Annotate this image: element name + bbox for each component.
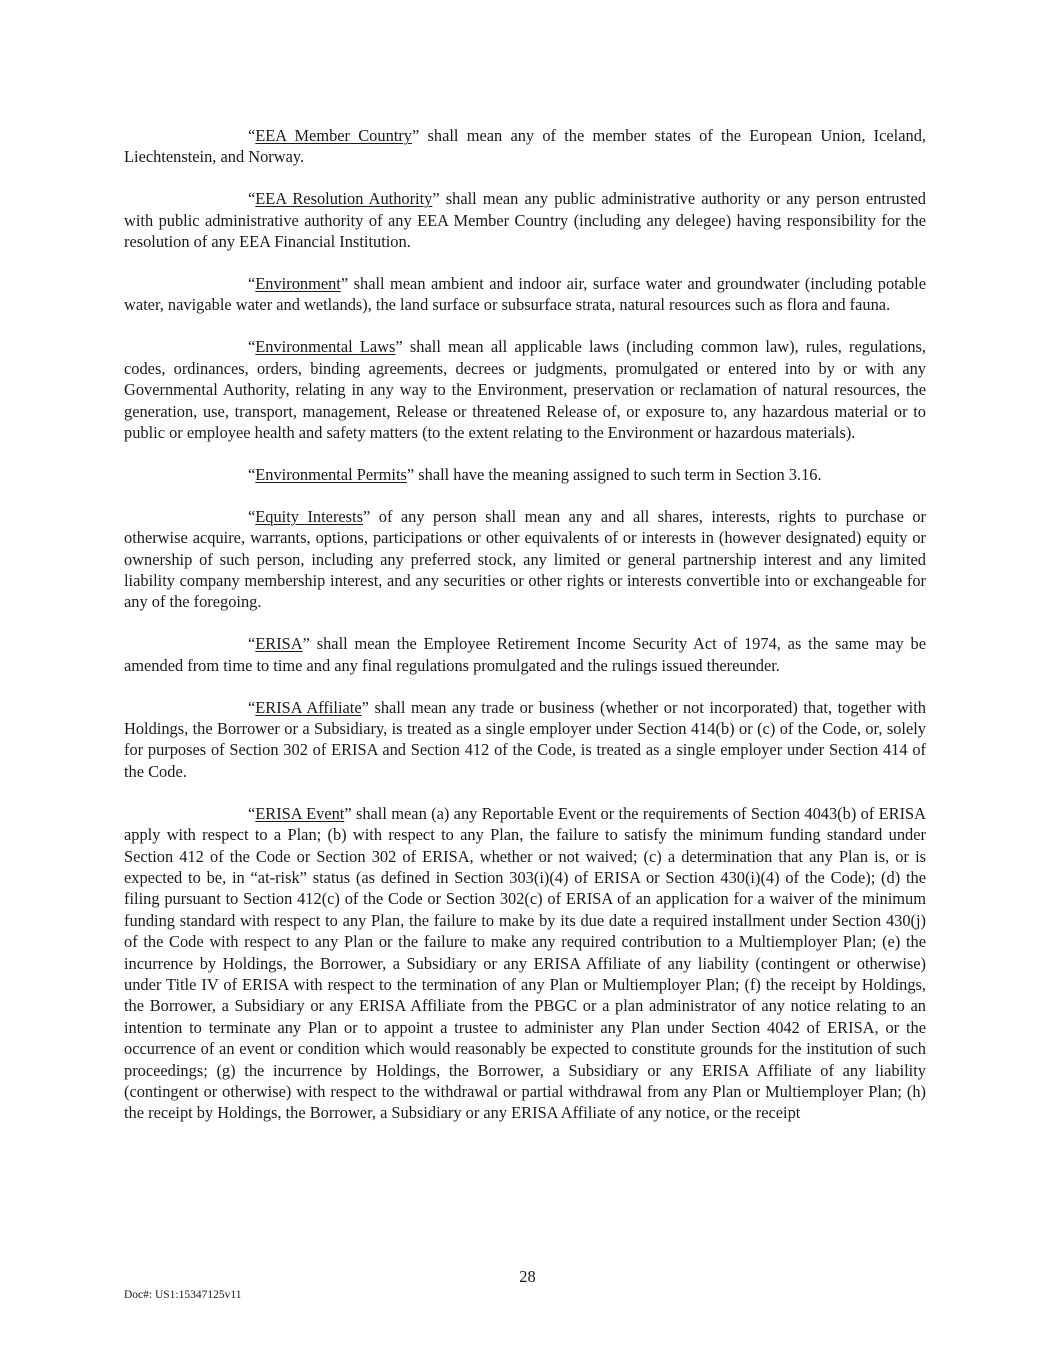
definition-text: ” shall mean (a) any Reportable Event or the requirements of Section 4043(b) of ERISA apply with respect to a Plan; (b) with respect to any Plan, the failure to satisfy the minimum funding standard under Section 412 of the Code or Section 302 of ERISA, whether or not waived; (c) a determination that any Plan is, or is expected to be, in “at-risk” status (as defined in Section 303(i)(4) of ERISA or Section 430(i)(4) of the Code); (d) the filing pursuant to Section 412(c) of the Code or Section 302(c) of ERISA of an application for a waiver of the minimum funding standard with respect to any Plan, the failure to make by its due date a required installment under Section 430(j) of the Code with respect to any Plan or the failure to make any required contribution to a Multiemployer Plan; (e) the incurrence by Holdings, the Borrower, a Subsidiary or any ERISA Affiliate of any liability (contingent or otherwise) under Title IV of ERISA with respect to the termination of any Plan or Multiemployer Plan; (f) the receipt by Holdings, the Borrower, a Subsidiary or any ERISA Affiliate from the PBGC or a plan administrator of any notice relating to an intention to terminate any Plan or to appoint a trustee to administer any Plan under Section 4042 of ERISA, or the occurrence of an event or condition which would reasonably be expected to constitute grounds for the institution of such proceedings; (g) the incurrence by Holdings, the Borrower, a Subsidiary or any ERISA Affiliate of any liability (contingent or otherwise) with respect to the withdrawal or partial withdrawal from any Plan or Multiemployer Plan; (h) the receipt by Holdings, the Borrower, a Subsidiary or any ERISA Affiliate of any notice, or the receipt xyxy=(124,803,926,1123)
defined-term: ERISA Affiliate xyxy=(255,697,362,717)
document-body xyxy=(124,125,926,1144)
defined-term: Environmental Permits xyxy=(255,464,407,484)
definition-paragraph: “EEA Member Country” shall mean any of the member states of the European Union, Iceland, Liechtenstein, and Norway. xyxy=(124,126,926,167)
defined-term: EEA Member Country xyxy=(255,126,412,145)
definition-text: ” shall mean ambient and indoor air, surface water and groundwater (including potable water, navigable water and wetlands), the land surface or subsurface strata, natural resources such as flora and fauna. xyxy=(124,274,926,315)
definition-paragraph: “ERISA Affiliate” shall mean any trade or business (whether or not incorporated) that, together with Holdings, the Borrower or a Subsidiary, is treated as a single employer under Section 414(b) or (c) of the Code, or, solely for purposes of Section 302 of ERISA and Section 412 of the Code, is treated as a single employer under Section 414 of the Code. xyxy=(124,697,926,781)
definition-text: ” shall have the meaning assigned to such term in Section 3.16. xyxy=(406,464,822,484)
definition-paragraph: “EEA Resolution Authority” shall mean any public administrative authority or any person entrusted with public administrative authority of any EEA Member Country (including any delegee) having responsibility for the resolution of any EEA Financial Institution. xyxy=(124,189,926,252)
definition-paragraph: “Environment” shall mean ambient and indoor air, surface water and groundwater (including potable water, navigable water and wetlands), the land surface or subsurface strata, natural resources such as flora and fauna. xyxy=(124,274,926,315)
document-id: Doc#: US1:15347125v11 xyxy=(124,1289,242,1301)
defined-term: Equity Interests xyxy=(255,506,363,526)
definition-paragraph: “ERISA Event” shall mean (a) any Reportable Event or the requirements of Section 4043(b) of ERISA apply with respect to a Plan; (b) with respect to any Plan, the failure to satisfy the minimum funding standard under Section 412 of the Code or Section 302 of ERISA, whether or not waived; (c) a determination that any Plan is, or is expected to be, in “at-risk” status (as defined in Section 303(i)(4) of ERISA or Section 430(i)(4) of the Code); (d) the filing pursuant to Section 412(c) of the Code or Section 302(c) of ERISA of an application for a waiver of the minimum funding standard with respect to any Plan, the failure to make by its due date a required installment under Section 430(j) of the Code with respect to any Plan or the failure to make any required contribution to a Multiemployer Plan; (e) the incurrence by Holdings, the Borrower, a Subsidiary or any ERISA Affiliate of any liability (contingent or otherwise) under Title IV of ERISA with respect to the termination of any Plan or Multiemployer Plan; (f) the receipt by Holdings, the Borrower, a Subsidiary or any ERISA Affiliate from the PBGC or a plan administrator of any notice relating to an intention to terminate any Plan or to appoint a trustee to administer any Plan under Section 4042 of ERISA, or the occurrence of an event or condition which would reasonably be expected to constitute grounds for the institution of such proceedings; (g) the incurrence by Holdings, the Borrower, a Subsidiary or any ERISA Affiliate of any liability (contingent or otherwise) with respect to the withdrawal or partial withdrawal from any Plan or Multiemployer Plan; (h) the receipt by Holdings, the Borrower, a Subsidiary or any ERISA Affiliate of any notice, or the receipt xyxy=(124,803,926,1123)
defined-term: Environment xyxy=(255,274,341,294)
defined-term: EEA Resolution Authority xyxy=(255,189,433,209)
definition-text: ” shall mean any trade or business (whether or not incorporated) that, together with Holdings, the Borrower or a Subsidiary, is treated as a single employer under Section 414(b) or (c) of the Code, or, solely for purposes of Section 302 of ERISA and Section 412 of the Code, is treated as a single employer under Section 414 of the Code. xyxy=(124,697,926,781)
page-number: 28 xyxy=(519,1267,536,1286)
definition-text: ” shall mean the Employee Retirement Income Security Act of 1974, as the same may be amended from time to time and any final regulations promulgated and the rulings issued thereunder. xyxy=(124,634,926,675)
defined-term: ERISA Event xyxy=(255,803,345,823)
defined-term: ERISA xyxy=(255,634,303,654)
definition-paragraph: “Equity Interests” of any person shall mean any and all shares, interests, rights to purchase or otherwise acquire, warrants, options, participations or other equivalents of or interests in (however designated) equity or ownership of such person, including any preferred stock, any limited or general partnership interest and any limited liability company membership interest, and any securities or other rights or interests convertible into or exchangeable for any of the foregoing. xyxy=(124,506,926,612)
defined-term: Environmental Laws xyxy=(255,337,396,357)
definition-paragraph: “Environmental Permits” shall have the meaning assigned to such term in Section 3.16. xyxy=(248,464,822,484)
definition-text: ” shall mean any of the member states of the European Union, Iceland, Liechtenstein, and Norway. xyxy=(124,126,926,167)
definition-text: ” of any person shall mean any and all shares, interests, rights to purchase or otherwise acquire, warrants, options, participations or other equivalents of or interests in (however designated) equity or ownership of such person, including any preferred stock, any limited or general partnership interest and any limited liability company membership interest, and any securities or other rights or interests convertible into or exchangeable for any of the foregoing. xyxy=(124,506,926,612)
definition-text: ” shall mean all applicable laws (including common law), rules, regulations, codes, ordinances, orders, binding agreements, decrees or judgments, promulgated or entered into by or with any Governmental Authority, relating in any way to the Environment, preservation or reclamation of natural resources, the generation, use, transport, management, Release or threatened Release of, or exposure to, any hazardous material or to public or employee health and safety matters (to the extent relating to the Environment or hazardous materials). xyxy=(124,337,926,442)
definition-text: ” shall mean any public administrative authority or any person entrusted with public administrative authority of any EEA Member Country (including any delegee) having responsibility for the resolution of any EEA Financial Institution. xyxy=(124,189,926,252)
definition-paragraph: “ERISA” shall mean the Employee Retirement Income Security Act of 1974, as the same may be amended from time to time and any final regulations promulgated and the rulings issued thereunder. xyxy=(124,634,926,675)
definition-paragraph: “Environmental Laws” shall mean all applicable laws (including common law), rules, regulations, codes, ordinances, orders, binding agreements, decrees or judgments, promulgated or entered into by or with any Governmental Authority, relating in any way to the Environment, preservation or reclamation of natural resources, the generation, use, transport, management, Release or threatened Release of, or exposure to, any hazardous material or to public or employee health and safety matters (to the extent relating to the Environment or hazardous materials). xyxy=(124,337,926,442)
